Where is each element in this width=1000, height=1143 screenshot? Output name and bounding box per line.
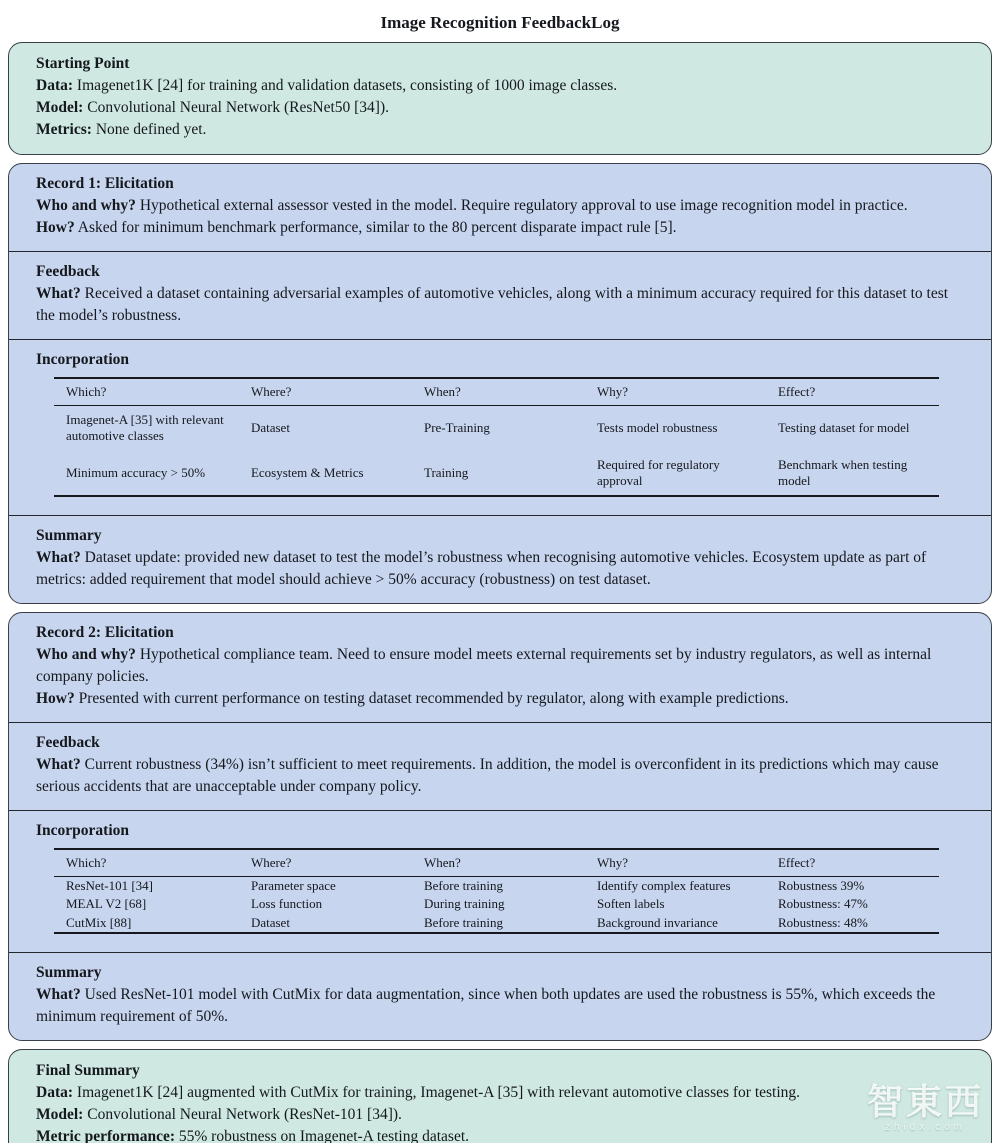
record-2-incorporation: [9, 810, 991, 952]
record-1-incorporation: [9, 339, 991, 515]
table-row: [54, 451, 939, 497]
col-why: Why?: [585, 849, 766, 877]
col-why: Why?: [585, 378, 766, 406]
col-when: When?: [412, 378, 585, 406]
cell: ResNet-101 [34]: [66, 878, 154, 893]
final-summary-metric: [36, 1126, 965, 1143]
final-summary-model: [36, 1104, 965, 1126]
field-label: What?: [36, 549, 81, 566]
field-text: Asked for minimum benchmark performance, similar to the 80 percent disparate impact rule [5].: [77, 219, 677, 236]
record-1-box: [8, 163, 992, 604]
record-2-who-why: [36, 644, 965, 688]
cell: Robustness: 47%: [777, 896, 868, 912]
field-text: Hypothetical external assessor vested in the model. Require regulatory approval to use image recognition model in practice.: [139, 197, 908, 214]
col-effect: Effect?: [766, 849, 939, 877]
field-text: Dataset update: provided new dataset to test the model’s robustness when recognising automotive vehicles. Ecosystem update as part of metrics: added requirement that model should achieve > 50% accuracy (robustness) on test dataset.: [36, 549, 927, 588]
col-effect: Effect?: [766, 378, 939, 406]
col-which: Which?: [54, 849, 239, 877]
field-label: Metric performance:: [36, 1127, 175, 1143]
feedback-heading: Feedback: [36, 263, 100, 280]
field-text: Current robustness (34%) isn’t sufficient to meet requirements. In addition, the model is overconfident in its predictions which may cause serious accidents that are unacceptable under company policy.: [36, 756, 939, 795]
starting-point-box: [8, 42, 992, 155]
record-1-who-why: [36, 195, 965, 217]
record-2-heading: Record 2: Elicitation: [36, 624, 174, 641]
cell: Dataset: [250, 420, 290, 436]
zhidx-caption: zhidx.com: [884, 1122, 966, 1133]
cell: Before training: [423, 914, 504, 930]
starting-point-heading: Starting Point: [36, 55, 130, 72]
col-where: Where?: [239, 378, 412, 406]
field-label: Data:: [36, 77, 74, 94]
incorporation-heading: Incorporation: [36, 822, 129, 839]
feedback-heading: Feedback: [36, 734, 100, 751]
record-1-heading: Record 1: Elicitation: [36, 175, 174, 192]
field-text: Imagenet1K [24] for training and validation datasets, consisting of 1000 image classes.: [76, 77, 618, 94]
incorporation-table-1: [54, 377, 939, 497]
record-2-box: [8, 612, 992, 1041]
record-2-feedback: [9, 722, 991, 810]
table-header-row: [54, 849, 939, 877]
summary-what: [36, 547, 965, 591]
field-label: Model:: [36, 99, 84, 116]
field-text: 55% robustness on Imagenet-A testing dataset.: [178, 1127, 470, 1143]
field-text: Convolutional Neural Network (ResNet-101 [34]).: [87, 1105, 402, 1123]
summary-heading: Summary: [36, 527, 102, 544]
field-text: Received a dataset containing adversarial examples of automotive vehicles, along with a minimum accuracy required for this dataset to test the model’s robustness.: [36, 285, 949, 324]
feedback-what: [36, 283, 965, 327]
final-summary-heading: Final Summary: [36, 1061, 140, 1079]
cell: Dataset: [250, 914, 290, 930]
field-label: Who and why?: [36, 646, 136, 663]
field-text: Hypothetical compliance team. Need to ensure model meets external requirements set by industry regulators, as well as internal company policies.: [36, 646, 932, 685]
cell: Loss function: [250, 896, 323, 912]
field-text: Convolutional Neural Network (ResNet50 [34]).: [87, 99, 389, 116]
feedback-what: [36, 754, 965, 798]
starting-point-metrics: [36, 119, 965, 141]
cell: Soften labels: [596, 896, 665, 912]
cell: Background invariance: [596, 914, 718, 930]
col-which: Which?: [54, 378, 239, 406]
cell: Required for regulatory approval: [596, 456, 720, 488]
field-text: Presented with current performance on testing dataset recommended by regulator, along with example predictions.: [78, 690, 789, 707]
col-where: Where?: [239, 849, 412, 877]
field-label: What?: [36, 985, 81, 1003]
cell: Tests model robustness: [596, 420, 718, 436]
page-title: Image Recognition FeedbackLog: [380, 13, 620, 32]
zhidx-logo: 智東西: [866, 1082, 984, 1122]
table-row: [54, 406, 939, 451]
cell: Pre-Training: [423, 420, 490, 436]
cell: Before training: [423, 878, 504, 893]
cell: Robustness: 48%: [777, 914, 868, 930]
cell: Minimum accuracy > 50%: [66, 464, 206, 480]
summary-what: [36, 984, 965, 1028]
cell: Benchmark when testing model: [777, 456, 908, 488]
table-row: [54, 895, 939, 913]
field-text: None defined yet.: [95, 121, 207, 138]
cell: Parameter space: [250, 878, 336, 893]
field-label: Model:: [36, 1105, 84, 1123]
final-summary-box: [8, 1049, 992, 1143]
summary-heading: Summary: [36, 963, 102, 981]
field-label: Data:: [36, 1083, 74, 1101]
cell: During training: [423, 896, 505, 912]
table-row: [54, 914, 939, 933]
field-label: Who and why?: [36, 197, 136, 214]
cell: Ecosystem & Metrics: [250, 464, 364, 480]
field-label: How?: [36, 219, 75, 236]
cell: Testing dataset for model: [777, 420, 910, 436]
record-2-how: [36, 688, 965, 710]
field-label: Metrics:: [36, 121, 92, 138]
record-2-elicitation: [9, 613, 991, 722]
field-label: What?: [36, 756, 81, 773]
incorporation-table-2: [54, 848, 939, 934]
incorporation-heading: Incorporation: [36, 351, 129, 368]
starting-point-data: [36, 75, 965, 97]
field-text: Used ResNet-101 model with CutMix for data augmentation, since when both updates are used the robustness is 55%, which exceeds the minimum requirement of 50%.: [36, 985, 936, 1025]
starting-point-model: [36, 97, 965, 119]
cell: Robustness 39%: [777, 878, 865, 893]
cell: MEAL V2 [68]: [66, 896, 147, 912]
cell: Training: [423, 464, 469, 480]
table-row: [54, 877, 939, 896]
field-text: Imagenet1K [24] augmented with CutMix for training, Imagenet-A [35] with relevant automotive classes for testing.: [76, 1083, 801, 1101]
field-label: What?: [36, 285, 81, 302]
record-1-feedback: [9, 251, 991, 339]
table-header-row: [54, 378, 939, 406]
cell: Imagenet-A [35] with relevant automotive classes: [66, 412, 224, 444]
final-summary-data: [36, 1082, 965, 1104]
field-label: How?: [36, 690, 75, 707]
record-1-elicitation: [9, 164, 991, 251]
record-1-how: [36, 217, 965, 239]
record-1-summary: [9, 515, 991, 603]
cell: Identify complex features: [596, 878, 731, 893]
col-when: When?: [412, 849, 585, 877]
record-2-summary: [9, 952, 991, 1040]
cell: CutMix [88]: [66, 914, 132, 930]
